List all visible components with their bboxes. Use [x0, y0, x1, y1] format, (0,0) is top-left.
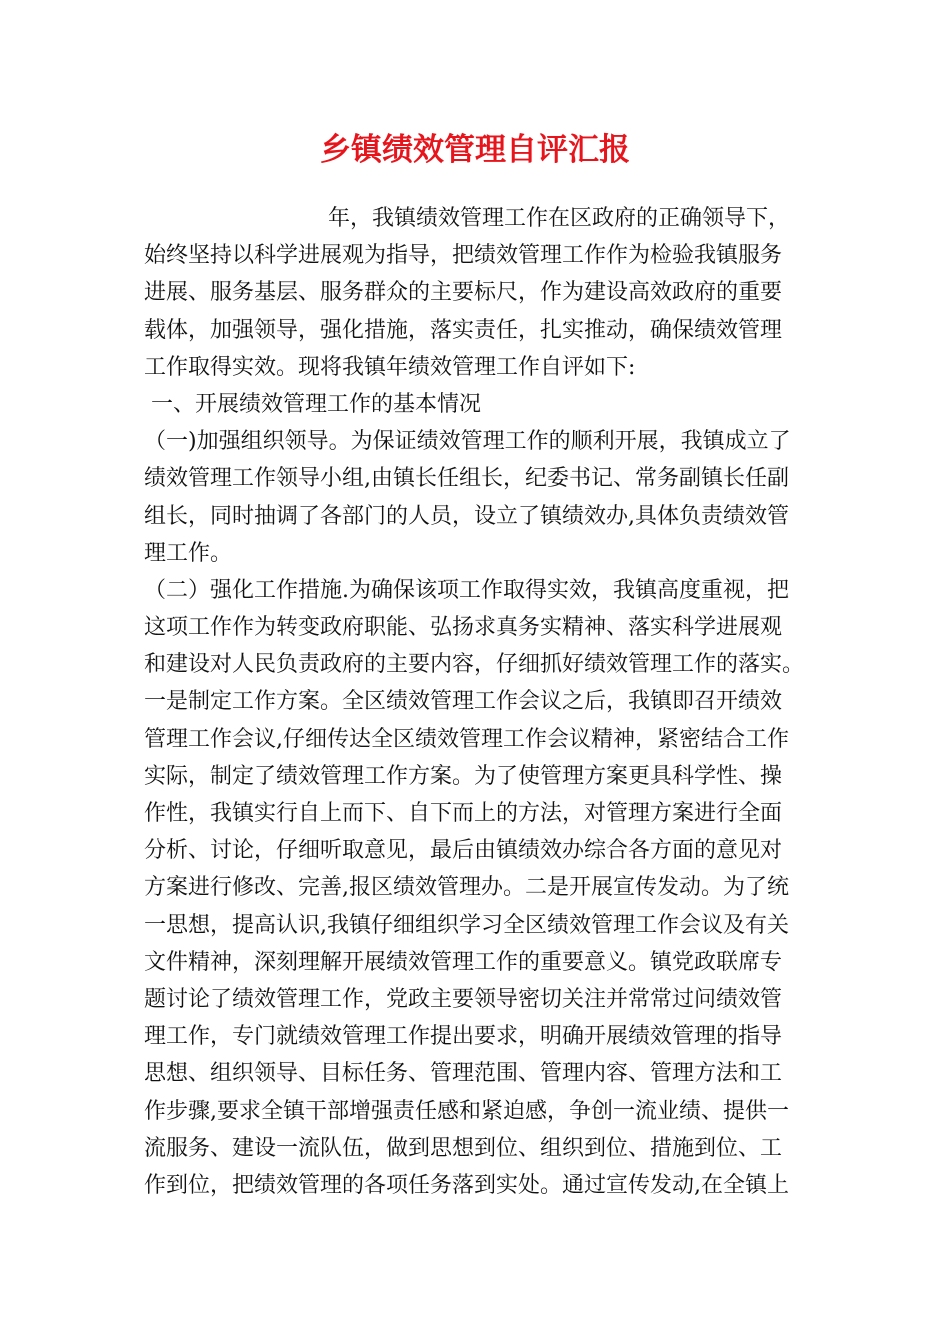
text-line: 一思想，提高认识,我镇仔细组织学习全区绩效管理工作会议及有关	[144, 912, 789, 938]
text-line: 管理工作会议,仔细传达全区绩效管理工作会议精神，紧密结合工作	[144, 726, 789, 752]
text-line: 题讨论了绩效管理工作，党政主要领导密切关注并常常过问绩效管	[144, 986, 783, 1012]
text-line: 理工作，专门就绩效管理工作提出要求，明确开展绩效管理的指导	[144, 1024, 783, 1050]
text-line: （二）强化工作措施.为确保该项工作取得实效，我镇高度重视，把	[144, 577, 789, 603]
text-line: 这项工作作为转变政府职能、弘扬求真务实精神、落实科学进展观	[144, 615, 783, 641]
text-line: （一)加强组织领导。为保证绩效管理工作的顺利开展，我镇成立了	[144, 429, 791, 455]
text-line: 流服务、建设一流队伍，做到思想到位、组织到位、措施到位、工	[144, 1135, 783, 1161]
text-line: 年，我镇绩效管理工作在区政府的正确领导下，	[328, 206, 791, 231]
text-line: 和建设对人民负责政府的主要内容，仔细抓好绩效管理工作的落实。	[144, 652, 805, 678]
section-heading: 一、开展绩效管理工作的基本情况	[144, 391, 481, 417]
text-line: 绩效管理工作领导小组,由镇长任组长，纪委书记、常务副镇长任副	[144, 466, 789, 492]
text-line: 作性，我镇实行自上而下、自下而上的方法，对管理方案进行全面	[144, 801, 783, 826]
text-line: 作到位，把绩效管理的各项任务落到实处。通过宣传发动,在全镇上	[144, 1172, 789, 1198]
text-line: 思想、组织领导、目标任务、管理范围、管理内容、管理方法和工	[144, 1061, 783, 1087]
text-line: 文件精神，深刻理解开展绩效管理工作的重要意义。镇党政联席专	[144, 949, 783, 975]
text-line: 理工作。	[144, 540, 233, 566]
text-line: 方案进行修改、完善,报区绩效管理办。二是开展宣传发动。为了统	[144, 875, 789, 901]
text-line: 组长，同时抽调了各部门的人员，设立了镇绩效办,具体负责绩效管	[144, 503, 789, 529]
text-line: 分析、讨论，仔细听取意见，最后由镇绩效办综合各方面的意见对	[144, 838, 783, 864]
text-line: 作步骤,要求全镇干部增强责任感和紧迫感，争创一流业绩、提供一	[144, 1098, 789, 1124]
text-line: 一是制定工作方案。全区绩效管理工作会议之后，我镇即召开绩效	[144, 689, 783, 715]
text-line: 工作取得实效。现将我镇年绩效管理工作自评如下:	[144, 354, 636, 380]
document-body	[144, 200, 814, 1204]
text-line: 载体，加强领导，强化措施，落实责任，扎实推动，确保绩效管理	[144, 317, 783, 343]
text-line: 始终坚持以科学进展观为指导，把绩效管理工作作为检验我镇服务	[144, 243, 783, 269]
text-line: 实际，制定了绩效管理工作方案。为了使管理方案更具科学性、操	[144, 763, 783, 789]
document-title: 乡镇绩效管理自评汇报	[320, 132, 630, 168]
text-line: 进展、服务基层、服务群众的主要标尺，作为建设高效政府的重要	[144, 280, 783, 306]
